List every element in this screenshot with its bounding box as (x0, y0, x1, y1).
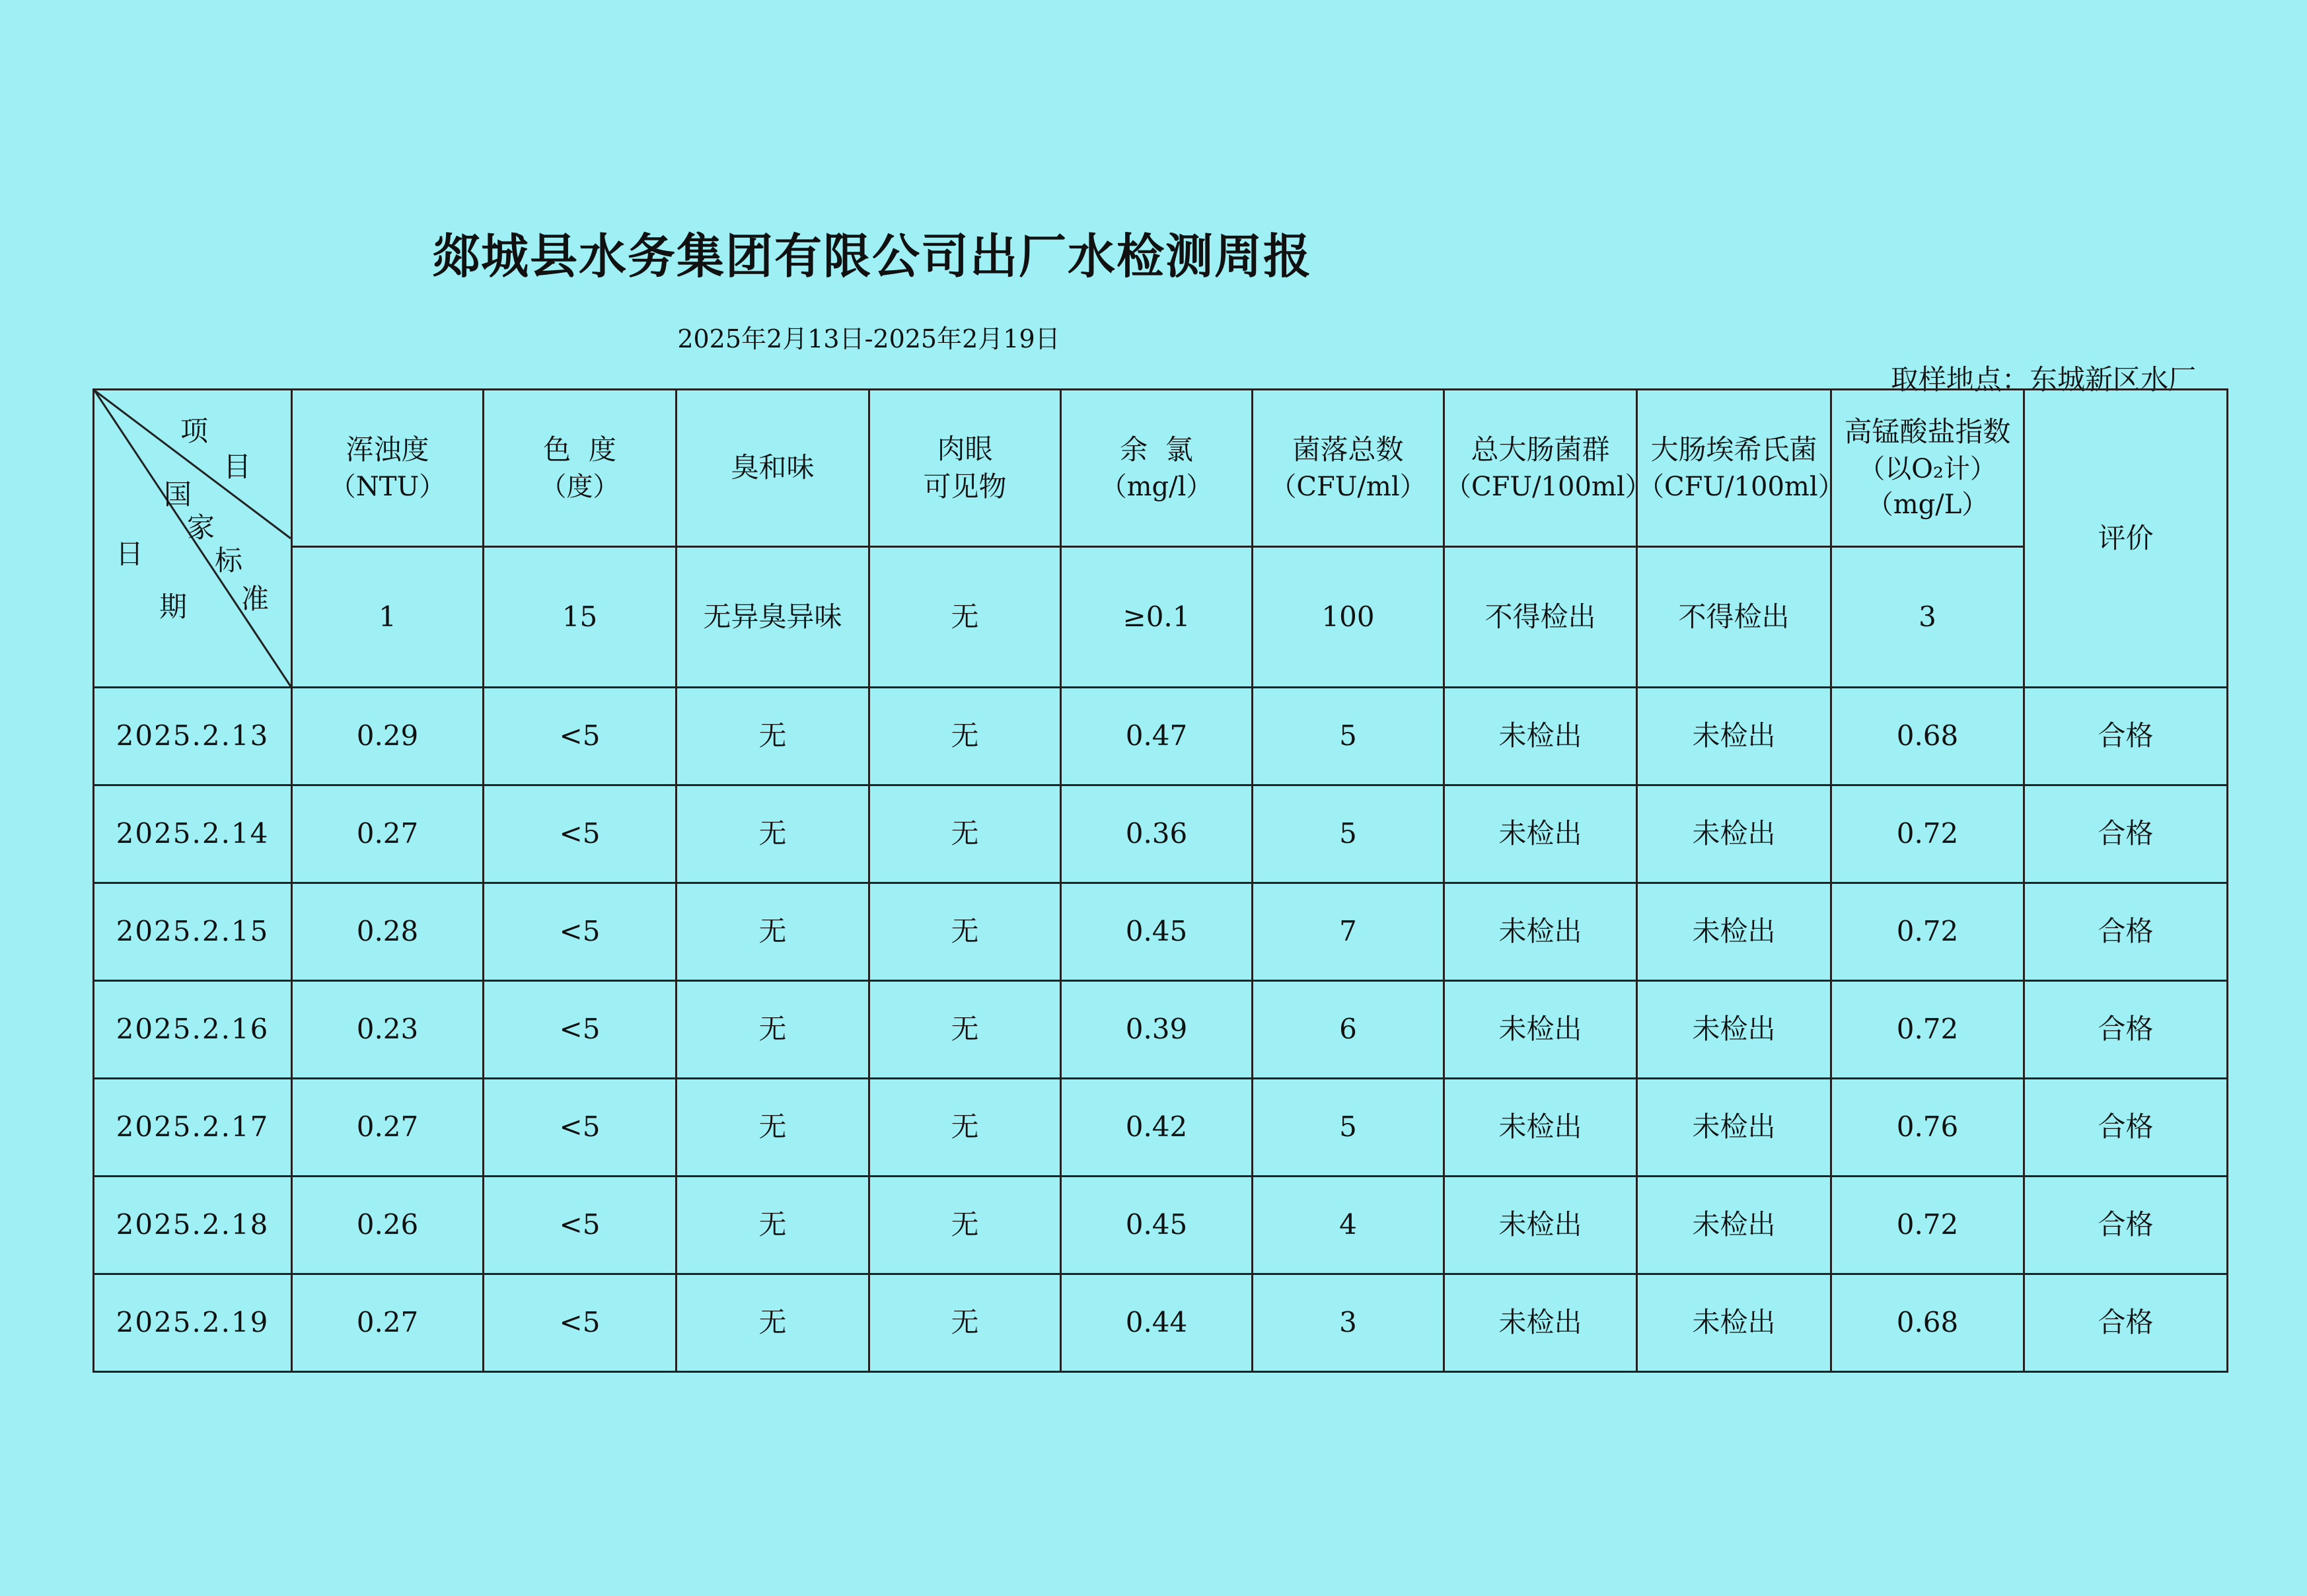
value-cell: 0.68 (1831, 1274, 2024, 1372)
date-cell: 2025.2.15 (94, 883, 292, 981)
col-unit: （NTU） (329, 471, 446, 502)
col-name: 总大肠菌群 (1471, 433, 1610, 466)
col-header-visible-matter (869, 390, 1061, 547)
table-row (94, 1177, 2228, 1274)
value-cell: 无 (677, 785, 869, 883)
value-cell: 无 (869, 785, 1061, 883)
col-header-evaluation: 评价 (2024, 390, 2228, 688)
standard-odor: 无异臭异味 (677, 547, 869, 688)
date-cell: 2025.2.18 (94, 1177, 292, 1274)
table-row (94, 785, 2228, 883)
col-unit: （CFU/ml） (1270, 471, 1426, 502)
date-cell: 2025.2.16 (94, 981, 292, 1079)
value-cell: 0.29 (292, 688, 484, 785)
value-cell: 未检出 (1637, 688, 1831, 785)
value-cell: 0.72 (1831, 981, 2024, 1079)
corner-standard-char-4: 准 (241, 583, 270, 615)
evaluation-cell: 合格 (2024, 688, 2228, 785)
value-cell: 无 (677, 688, 869, 785)
value-cell: 0.76 (1831, 1079, 2024, 1177)
col-unit: （度） (540, 471, 620, 502)
report-table (92, 388, 2228, 1373)
corner-standard-char-1: 国 (164, 478, 192, 511)
col-header-total-coliforms (1444, 390, 1652, 547)
col-unit-2: （mg/L） (1866, 489, 1989, 520)
value-cell: 0.23 (292, 981, 484, 1079)
col-name: 大肠埃希氏菌 (1650, 433, 1817, 466)
col-name: 色 度 (543, 433, 616, 466)
value-cell: 无 (677, 981, 869, 1079)
col-name: 浑浊度 (346, 433, 429, 466)
evaluation-cell: 合格 (2024, 981, 2228, 1079)
value-cell: 未检出 (1444, 883, 1637, 981)
value-cell: 7 (1253, 883, 1444, 981)
corner-item-char-1: 项 (180, 415, 209, 447)
date-cell: 2025.2.19 (94, 1274, 292, 1372)
date-range: 2025年2月13日-2025年2月19日 (677, 324, 1060, 353)
standard-color: 15 (484, 547, 677, 688)
value-cell: 无 (869, 883, 1061, 981)
col-header-e-coli (1637, 390, 1845, 547)
value-cell: 0.39 (1061, 981, 1253, 1079)
value-cell: 未检出 (1444, 688, 1637, 785)
corner-standard-char-2: 家 (187, 511, 215, 544)
value-cell: 0.72 (1831, 1177, 2024, 1274)
value-cell: <5 (484, 883, 677, 981)
value-cell: <5 (484, 785, 677, 883)
value-cell: <5 (484, 1274, 677, 1372)
value-cell: 5 (1253, 1079, 1444, 1177)
col-name: 臭和味 (731, 451, 815, 484)
standard-turbidity: 1 (292, 547, 484, 688)
value-cell: 未检出 (1637, 1177, 1831, 1274)
page-title: 郯城县水务集团有限公司出厂水检测周报 (431, 229, 1312, 284)
value-cell: 无 (869, 1274, 1061, 1372)
value-cell: 未检出 (1444, 981, 1637, 1079)
col-name: 余 氯 (1120, 433, 1193, 466)
value-cell: 0.47 (1061, 688, 1253, 785)
value-cell: 未检出 (1444, 1274, 1637, 1372)
value-cell: 0.26 (292, 1177, 484, 1274)
standard-permanganate-index: 3 (1831, 547, 2024, 688)
col-unit: （mg/l） (1100, 471, 1213, 502)
evaluation-cell: 合格 (2024, 1177, 2228, 1274)
value-cell: 未检出 (1444, 785, 1637, 883)
table-row (94, 1274, 2228, 1372)
value-cell: 4 (1253, 1177, 1444, 1274)
col-unit: （CFU/100ml） (1445, 471, 1652, 502)
value-cell: <5 (484, 981, 677, 1079)
value-cell: 未检出 (1637, 883, 1831, 981)
col-unit: 可见物 (923, 470, 1007, 503)
standard-colony-count: 100 (1253, 547, 1444, 688)
value-cell: 0.27 (292, 1274, 484, 1372)
evaluation-cell: 合格 (2024, 1274, 2228, 1372)
value-cell: 0.45 (1061, 1177, 1253, 1274)
header-row (94, 390, 2228, 547)
value-cell: 无 (869, 1079, 1061, 1177)
corner-standard-char-3: 标 (215, 544, 243, 577)
value-cell: 5 (1253, 785, 1444, 883)
date-cell: 2025.2.14 (94, 785, 292, 883)
table-row (94, 981, 2228, 1079)
evaluation-cell: 合格 (2024, 1079, 2228, 1177)
standard-row (94, 547, 2228, 688)
col-name: 菌落总数 (1292, 433, 1404, 466)
value-cell: 无 (677, 883, 869, 981)
date-cell: 2025.2.13 (94, 688, 292, 785)
date-cell: 2025.2.17 (94, 1079, 292, 1177)
corner-item-char-2: 目 (223, 451, 252, 483)
table-row (94, 688, 2228, 785)
value-cell: 0.44 (1061, 1274, 1253, 1372)
value-cell: 未检出 (1637, 981, 1831, 1079)
evaluation-cell: 合格 (2024, 883, 2228, 981)
sampling-location: 取样地点：东城新区水厂 (1890, 363, 2196, 396)
value-cell: 无 (677, 1079, 869, 1177)
col-header-residual-chlorine (1061, 390, 1253, 547)
value-cell: 0.27 (292, 785, 484, 883)
corner-date-char-2: 期 (159, 591, 188, 623)
value-cell: 未检出 (1637, 1079, 1831, 1177)
value-cell: 3 (1253, 1274, 1444, 1372)
value-cell: 0.45 (1061, 883, 1253, 981)
value-cell: 无 (677, 1274, 869, 1372)
value-cell: <5 (484, 688, 677, 785)
value-cell: 无 (869, 981, 1061, 1079)
standard-visible-matter: 无 (869, 547, 1061, 688)
col-header-odor (677, 390, 869, 547)
value-cell: 无 (869, 688, 1061, 785)
value-cell: 0.68 (1831, 688, 2024, 785)
col-header-colony-count (1253, 390, 1444, 547)
value-cell: 0.27 (292, 1079, 484, 1177)
value-cell: 0.42 (1061, 1079, 1253, 1177)
value-cell: <5 (484, 1177, 677, 1274)
col-header-color (484, 390, 677, 547)
value-cell: 0.72 (1831, 785, 2024, 883)
value-cell: 无 (869, 1177, 1061, 1274)
col-name: 高锰酸盐指数 (1844, 416, 2011, 449)
col-header-turbidity (292, 390, 484, 547)
standard-residual-chlorine: ≥0.1 (1061, 547, 1253, 688)
col-name: 肉眼 (937, 432, 993, 465)
value-cell: 0.28 (292, 883, 484, 981)
value-cell: <5 (484, 1079, 677, 1177)
value-cell: 未检出 (1637, 785, 1831, 883)
value-cell: 6 (1253, 981, 1444, 1079)
value-cell: 无 (677, 1177, 869, 1274)
standard-e-coli: 不得检出 (1637, 547, 1831, 688)
value-cell: 未检出 (1444, 1177, 1637, 1274)
corner-date-char-1: 日 (116, 538, 144, 570)
standard-total-coliforms: 不得检出 (1444, 547, 1637, 688)
corner-header-cell (94, 390, 292, 688)
value-cell: 5 (1253, 688, 1444, 785)
value-cell: 未检出 (1637, 1274, 1831, 1372)
col-unit: （以O₂计） (1858, 453, 1996, 484)
col-header-permanganate-index (1831, 390, 2024, 547)
evaluation-cell: 合格 (2024, 785, 2228, 883)
value-cell: 0.36 (1061, 785, 1253, 883)
value-cell: 0.72 (1831, 883, 2024, 981)
table-row (94, 883, 2228, 981)
col-unit: （CFU/100ml） (1638, 471, 1845, 502)
value-cell: 未检出 (1444, 1079, 1637, 1177)
table-row (94, 1079, 2228, 1177)
